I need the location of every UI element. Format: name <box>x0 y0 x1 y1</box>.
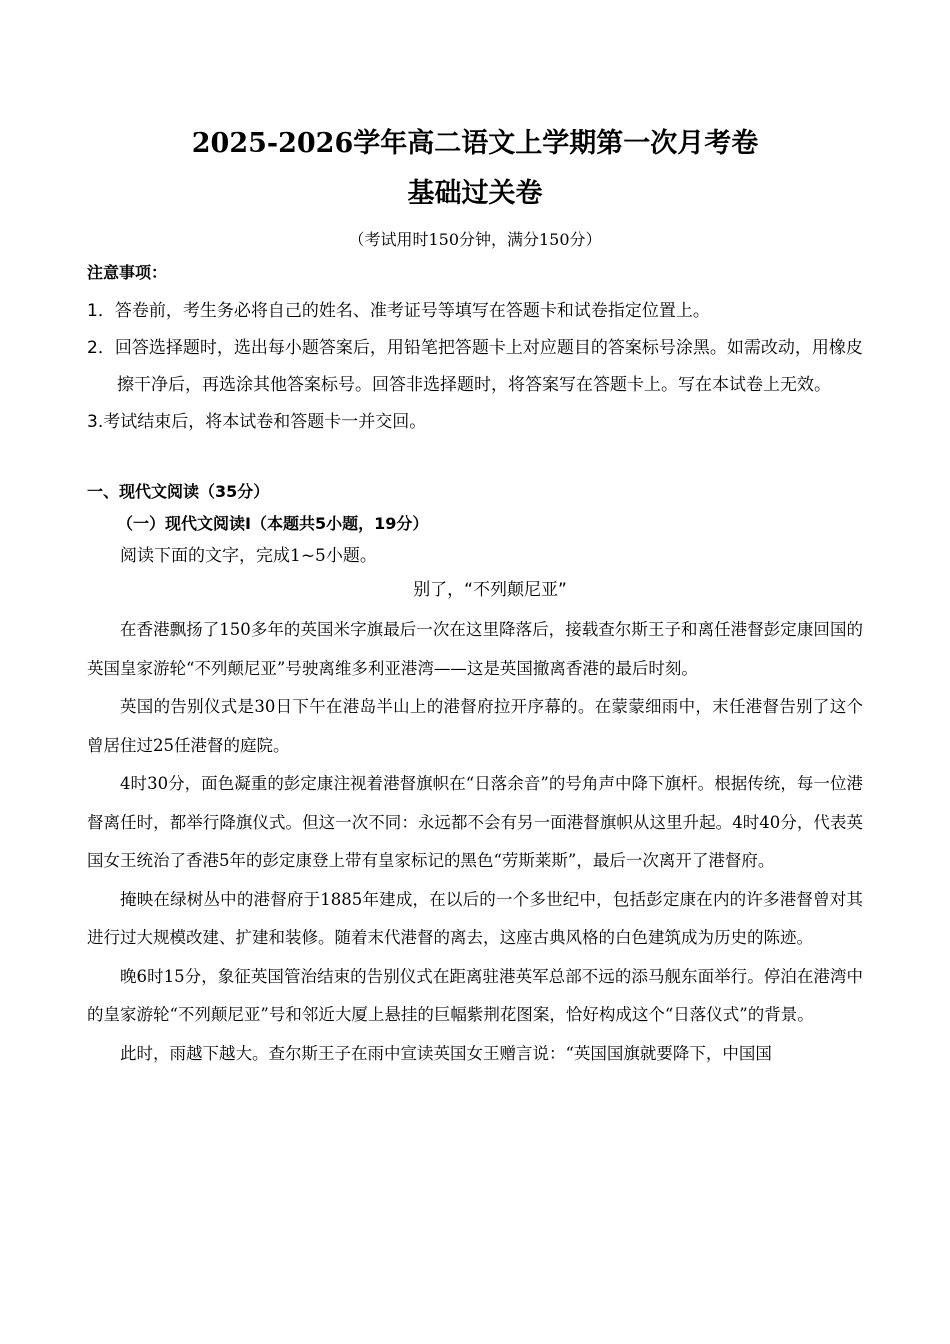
article-paragraph: 晚6时15分，象征英国管治结束的告别仪式在距离驻港英军总部不远的添马舰东面举行。停泊在港湾中的皇家游轮“不列颠尼亚”号和邻近大厦上悬挂的巨幅紫荆花图案，恰好构成这个“日落仪式”的背景。 <box>87 966 863 1024</box>
notice-item: 2．回答选择题时，选出每小题答案后，用铅笔把答题卡上对应题目的答案标号涂黑。如需改动，用橡皮擦干净后，再选涂其他答案标号。回答非选择题时，将答案写在答题卡上。写在本试卷上无效。 <box>87 338 863 395</box>
notice-item: 3.考试结束后，将本试卷和答题卡一并交回。 <box>87 412 427 432</box>
reading-instruction: 阅读下面的文字，完成1~5小题。 <box>120 546 377 566</box>
article-title: 别了，“不列颠尼亚” <box>413 580 567 600</box>
section-heading: 一、现代文阅读（35分） <box>87 482 270 501</box>
article-paragraph: 此时，雨越下越大。查尔斯王子在雨中宣读英国女王赠言说：“英国国旗就要降下，中国国 <box>120 1043 772 1063</box>
article-paragraph: 4时30分，面色凝重的彭定康注视着港督旗帜在“日落余音”的号角声中降下旗杆。根据传统，每一位港督离任时，都举行降旗仪式。但这一次不同：永远都不会有另一面港督旗帜从这里升起。4时40分，代表英国女王统治了香港5年的彭定康登上带有皇家标记的黑色“劳斯莱斯”，最后一次离开了港督府。 <box>87 774 863 870</box>
exam-info: （考试用时150分钟，满分150分） <box>348 230 602 249</box>
section-subheading: （一）现代文阅读Ⅰ（本题共5小题，19分） <box>117 514 429 533</box>
exam-subtitle: 基础过关卷 <box>407 178 543 209</box>
article-paragraph: 英国的告别仪式是30日下午在港岛半山上的港督府拉开序幕的。在蒙蒙细雨中，末任港督告别了这个曾居住过25任港督的庭院。 <box>87 697 863 755</box>
notice-item: 1．答卷前，考生务必将自己的姓名、准考证号等填写在答题卡和试卷指定位置上。 <box>87 301 710 321</box>
article-paragraph: 掩映在绿树丛中的港督府于1885年建成，在以后的一个多世纪中，包括彭定康在内的许多港督曾对其进行过大规模改建、扩建和装修。随着末代港督的离去，这座古典风格的白色建筑成为历史的陈迹。 <box>87 889 863 947</box>
article-paragraph: 在香港飘扬了150多年的英国米字旗最后一次在这里降落后，接载查尔斯王子和离任港督彭定康回国的英国皇家游轮“不列颠尼亚”号驶离维多利亚港湾——这是英国撤离香港的最后时刻。 <box>87 620 863 678</box>
article-body <box>87 611 863 1073</box>
notice-list <box>87 293 867 441</box>
exam-title: 2025-2026学年高二语文上学期第一次月考卷 <box>191 128 759 159</box>
notice-heading: 注意事项： <box>87 263 168 282</box>
